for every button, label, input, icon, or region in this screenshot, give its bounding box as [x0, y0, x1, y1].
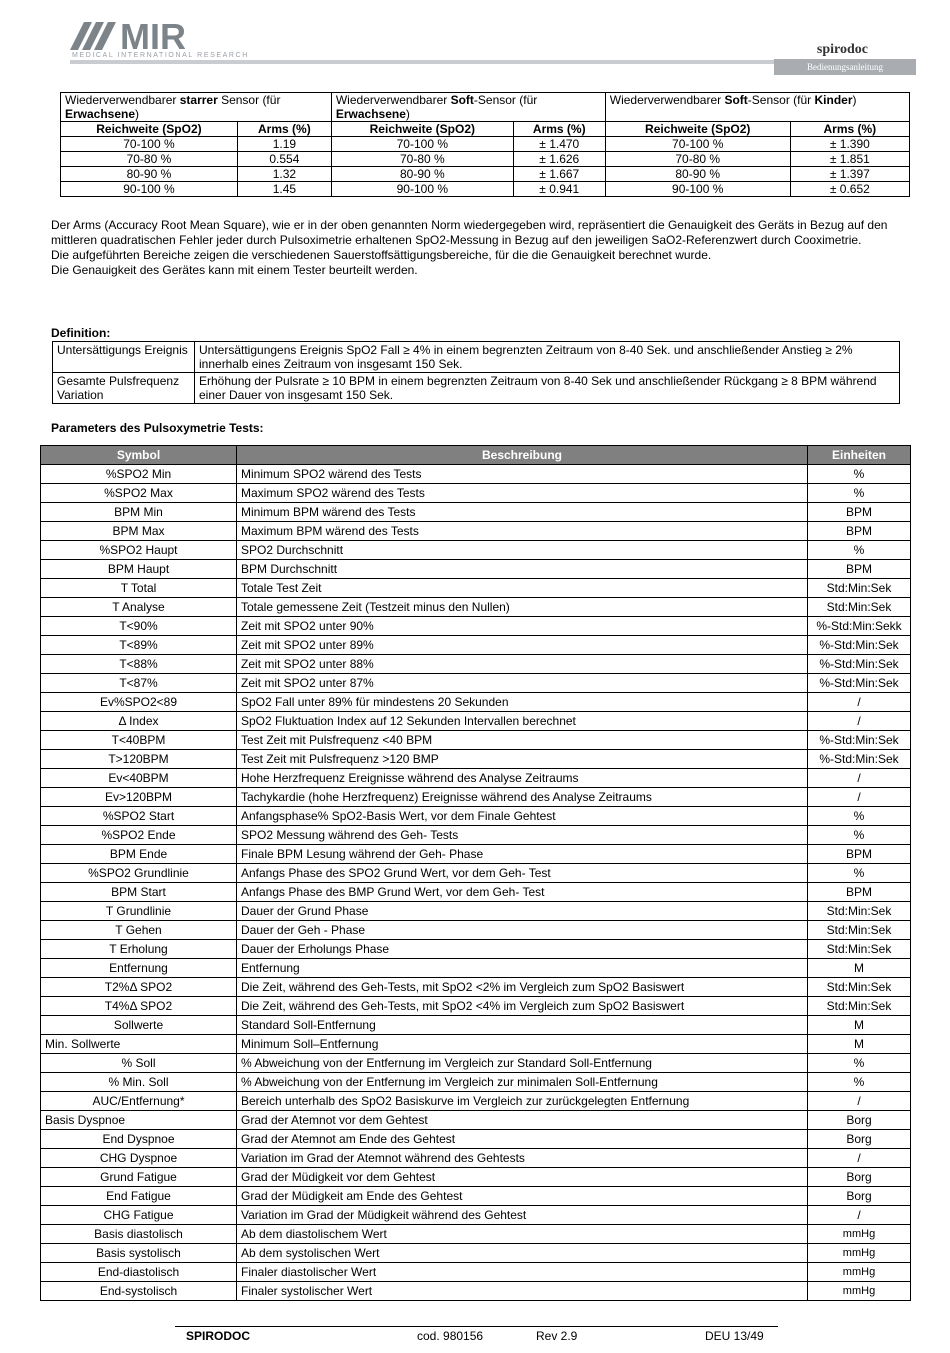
sensor-header-part: )	[135, 107, 140, 121]
table-row	[41, 940, 911, 959]
param-unit: Std:Min:Sek	[808, 921, 911, 940]
manual-label: Bedienungsanleitung	[774, 59, 916, 75]
table-row	[41, 1054, 911, 1073]
table-row	[41, 598, 911, 617]
param-unit: %-Std:Min:Sek	[808, 674, 911, 693]
param-symbol: T Grundlinie	[41, 902, 237, 921]
param-description: Totale gemessene Zeit (Testzeit minus den Nullen)	[237, 598, 808, 617]
table-row	[41, 959, 911, 978]
param-description: Minimum BPM wärend des Tests	[237, 503, 808, 522]
paragraph-tester: Die Genauigkeit des Gerätes kann mit einem Tester beurteilt werden.	[51, 263, 418, 277]
sensor-header-part: starrer	[179, 93, 218, 107]
sensor-header-part: Wiederverwendbarer	[65, 93, 180, 107]
param-description: Maximum BPM wärend des Tests	[237, 522, 808, 541]
table-row	[41, 902, 911, 921]
param-symbol: %SPO2 Start	[41, 807, 237, 826]
param-unit: %-Std:Min:Sek	[808, 731, 911, 750]
table-cell: 70-80 %	[61, 152, 238, 167]
param-description: SPO2 Durchschnitt	[237, 541, 808, 560]
param-unit: %	[808, 484, 911, 503]
sensor-header	[61, 93, 332, 122]
table-cell: 1.19	[237, 137, 331, 152]
table-row	[41, 1035, 911, 1054]
param-unit: /	[808, 712, 911, 731]
col-range: Reichweite (SpO2)	[605, 122, 790, 137]
footer-divider	[175, 1326, 778, 1327]
param-description: SpO2 Fluktuation Index auf 12 Sekunden Intervallen berechnet	[237, 712, 808, 731]
param-symbol: T2%Δ SPO2	[41, 978, 237, 997]
param-symbol: BPM Haupt	[41, 560, 237, 579]
col-range: Reichweite (SpO2)	[331, 122, 513, 137]
param-symbol: BPM Ende	[41, 845, 237, 864]
param-unit: Borg	[808, 1111, 911, 1130]
param-unit: /	[808, 1149, 911, 1168]
param-symbol: Entfernung	[41, 959, 237, 978]
param-unit: Std:Min:Sek	[808, 940, 911, 959]
table-cell: 90-100 %	[61, 182, 238, 197]
param-description: Test Zeit mit Pulsfrequenz >120 BMP	[237, 750, 808, 769]
param-unit: %-Std:Min:Sekk	[808, 617, 911, 636]
table-row	[41, 978, 911, 997]
sensor-header-part: Kinder	[814, 93, 853, 107]
table-row	[41, 1187, 911, 1206]
param-symbol: Ev%SPO2<89	[41, 693, 237, 712]
footer-revision: Rev 2.9	[536, 1329, 578, 1343]
param-unit: BPM	[808, 522, 911, 541]
param-symbol: %SPO2 Haupt	[41, 541, 237, 560]
table-row	[41, 674, 911, 693]
table-row	[41, 712, 911, 731]
param-description: Grad der Müdigkeit am Ende des Gehtest	[237, 1187, 808, 1206]
table-row	[41, 1016, 911, 1035]
param-description: % Abweichung von der Entfernung im Vergleich zur minimalen Soll-Entfernung	[237, 1073, 808, 1092]
col-description: Beschreibung	[237, 446, 808, 465]
param-symbol: End-systolisch	[41, 1282, 237, 1301]
param-symbol: %SPO2 Grundlinie	[41, 864, 237, 883]
param-symbol: BPM Max	[41, 522, 237, 541]
param-description: Variation im Grad der Atemnot während des Gehtests	[237, 1149, 808, 1168]
table-row	[41, 997, 911, 1016]
param-description: Dauer der Erholungs Phase	[237, 940, 808, 959]
param-symbol: T<90%	[41, 617, 237, 636]
param-description: Test Zeit mit Pulsfrequenz <40 BPM	[237, 731, 808, 750]
param-unit: Borg	[808, 1187, 911, 1206]
param-description: Zeit mit SPO2 unter 88%	[237, 655, 808, 674]
sensor-header-part: )	[852, 93, 857, 107]
table-row	[41, 579, 911, 598]
param-symbol: Basis diastolisch	[41, 1225, 237, 1244]
table-cell: 1.45	[237, 182, 331, 197]
table-row	[41, 484, 911, 503]
col-symbol: Symbol	[41, 446, 237, 465]
param-unit: %-Std:Min:Sek	[808, 750, 911, 769]
param-unit: Borg	[808, 1130, 911, 1149]
param-symbol: Basis systolisch	[41, 1244, 237, 1263]
param-description: Ab dem systolischen Wert	[237, 1244, 808, 1263]
definition-text: Untersättigungens Ereignis SpO2 Fall ≥ 4% in einem begrenzten Zeitraum von 8-40 Sek. und anschließender Anstieg ≥ 2% innerhalb eines Zeitraum von insgesamt 150 Sek.	[195, 342, 900, 373]
param-description: Entfernung	[237, 959, 808, 978]
param-description: Anfangs Phase des BMP Grund Wert, vor dem Geh- Test	[237, 883, 808, 902]
param-description: Zeit mit SPO2 unter 90%	[237, 617, 808, 636]
param-description: SPO2 Messung während des Geh- Tests	[237, 826, 808, 845]
param-unit: Std:Min:Sek	[808, 978, 911, 997]
table-row	[41, 693, 911, 712]
param-description: Hohe Herzfrequenz Ereignisse während des Analyse Zeitraums	[237, 769, 808, 788]
param-symbol: BPM Min	[41, 503, 237, 522]
param-unit: mmHg	[808, 1282, 911, 1301]
param-unit: BPM	[808, 560, 911, 579]
definition-title: Definition:	[51, 326, 111, 340]
sensor-header-part: Wiederverwendbarer	[335, 93, 451, 107]
table-row	[41, 1073, 911, 1092]
param-symbol: Min. Sollwerte	[41, 1035, 237, 1054]
page-header	[0, 0, 950, 80]
param-unit: %	[808, 826, 911, 845]
param-symbol: % Soll	[41, 1054, 237, 1073]
table-row	[41, 541, 911, 560]
table-row	[41, 1282, 911, 1301]
param-unit: Std:Min:Sek	[808, 579, 911, 598]
param-unit: M	[808, 959, 911, 978]
param-symbol: T4%Δ SPO2	[41, 997, 237, 1016]
param-unit: %-Std:Min:Sek	[808, 655, 911, 674]
table-row	[41, 1149, 911, 1168]
table-cell: 1.32	[237, 167, 331, 182]
sensor-header-part: Soft	[450, 93, 474, 107]
table-cell: 90-100 %	[331, 182, 513, 197]
param-unit: BPM	[808, 845, 911, 864]
param-description: BPM Durchschnitt	[237, 560, 808, 579]
param-unit: /	[808, 1206, 911, 1225]
param-unit: /	[808, 769, 911, 788]
paragraph-arms: Der Arms (Accuracy Root Mean Square), wie er in der oben genannten Norm wiedergegeben wird, repräsentiert die Genauigkeit des Geräts in Bezug auf den mittleren quadratischen Fehler jeder durch Pulsoximetrie erhaltenen SpO2-Messung in Bezug auf den jeweiligen SaO2-Referenzwert durch Cooximetrie.	[51, 218, 888, 247]
param-symbol: Grund Fatigue	[41, 1168, 237, 1187]
table-row	[61, 152, 910, 167]
param-description: Variation im Grad der Müdigkeit während des Gehtest	[237, 1206, 808, 1225]
param-unit: %	[808, 541, 911, 560]
param-unit: Borg	[808, 1168, 911, 1187]
table-row	[41, 769, 911, 788]
table-row	[41, 522, 911, 541]
table-cell: 70-80 %	[605, 152, 790, 167]
param-symbol: BPM Start	[41, 883, 237, 902]
table-row	[41, 1263, 911, 1282]
param-symbol: T<88%	[41, 655, 237, 674]
table-cell: 90-100 %	[605, 182, 790, 197]
table-row	[41, 655, 911, 674]
param-description: Tachykardie (hohe Herzfrequenz) Ereignisse während des Analyse Zeitraums	[237, 788, 808, 807]
param-symbol: T<40BPM	[41, 731, 237, 750]
paragraph-ranges: Die aufgeführten Bereiche zeigen die verschiedenen Sauerstoffsättigungsbereiche, für die die Genauigkeit berechnet wurde.	[51, 248, 712, 262]
table-row	[41, 807, 911, 826]
param-unit: M	[808, 1035, 911, 1054]
table-row	[41, 864, 911, 883]
param-unit: %	[808, 807, 911, 826]
param-unit: %-Std:Min:Sek	[808, 636, 911, 655]
table-row	[41, 1225, 911, 1244]
param-description: Die Zeit, während des Geh-Tests, mit SpO2 <2% im Vergleich zum SpO2 Basiswert	[237, 978, 808, 997]
param-symbol: T<89%	[41, 636, 237, 655]
param-description: Standard Soll-Entfernung	[237, 1016, 808, 1035]
table-row	[41, 1244, 911, 1263]
param-unit: %	[808, 1054, 911, 1073]
table-cell: 70-100 %	[605, 137, 790, 152]
param-description: Minimum SPO2 wärend des Tests	[237, 465, 808, 484]
table-cell: ± 1.851	[790, 152, 909, 167]
param-description: Minimum Soll–Entfernung	[237, 1035, 808, 1054]
logo-text: MIR	[120, 16, 186, 57]
table-cell: 80-90 %	[331, 167, 513, 182]
table-row	[41, 1168, 911, 1187]
table-cell: ± 0.941	[513, 182, 605, 197]
param-description: Die Zeit, während des Geh-Tests, mit SpO2 <4% im Vergleich zum SpO2 Basiswert	[237, 997, 808, 1016]
table-row	[41, 826, 911, 845]
param-description: Dauer der Grund Phase	[237, 902, 808, 921]
table-row	[41, 503, 911, 522]
table-row	[41, 1130, 911, 1149]
table-cell: ± 1.667	[513, 167, 605, 182]
sensor-header-part: Erwachsene	[65, 107, 136, 121]
table-cell: ± 0.652	[790, 182, 909, 197]
param-symbol: Ev<40BPM	[41, 769, 237, 788]
param-symbol: %SPO2 Ende	[41, 826, 237, 845]
table-row	[61, 137, 910, 152]
param-description: Dauer der Geh - Phase	[237, 921, 808, 940]
param-description: Anfangs Phase des SPO2 Grund Wert, vor dem Geh- Test	[237, 864, 808, 883]
table-row	[41, 921, 911, 940]
sensor-header	[605, 93, 909, 122]
param-symbol: Ev>120BPM	[41, 788, 237, 807]
param-symbol: Δ Index	[41, 712, 237, 731]
table-cell: ± 1.397	[790, 167, 909, 182]
table-row	[41, 845, 911, 864]
param-symbol: T Total	[41, 579, 237, 598]
product-name: spirodoc	[816, 42, 868, 57]
param-symbol: % Min. Soll	[41, 1073, 237, 1092]
table-row	[41, 731, 911, 750]
param-description: Bereich unterhalb des SpO2 Basiskurve im Vergleich zur zurückgelegten Entfernung	[237, 1092, 808, 1111]
parameters-title: Parameters des Pulsoxymetrie Tests:	[51, 421, 264, 435]
table-row	[41, 636, 911, 655]
col-range: Reichweite (SpO2)	[61, 122, 238, 137]
param-symbol: T>120BPM	[41, 750, 237, 769]
param-symbol: T Erholung	[41, 940, 237, 959]
table-row	[41, 1206, 911, 1225]
footer-code: cod. 980156	[417, 1329, 484, 1343]
param-description: Zeit mit SPO2 unter 89%	[237, 636, 808, 655]
accuracy-table	[60, 92, 910, 197]
table-row	[41, 1111, 911, 1130]
col-arms: Arms (%)	[513, 122, 605, 137]
param-symbol: AUC/Entfernung*	[41, 1092, 237, 1111]
param-unit: Std:Min:Sek	[808, 997, 911, 1016]
param-symbol: %SPO2 Max	[41, 484, 237, 503]
param-unit: Std:Min:Sek	[808, 598, 911, 617]
param-description: Grad der Müdigkeit vor dem Gehtest	[237, 1168, 808, 1187]
description-text	[51, 218, 911, 278]
table-cell: 70-100 %	[61, 137, 238, 152]
table-cell: ± 1.390	[790, 137, 909, 152]
param-description: % Abweichung von der Entfernung im Vergleich zur Standard Soll-Entfernung	[237, 1054, 808, 1073]
param-symbol: Basis Dyspnoe	[41, 1111, 237, 1130]
sensor-header	[331, 93, 605, 122]
definition-term: Untersättigungs Ereignis	[53, 342, 195, 373]
param-symbol: Sollwerte	[41, 1016, 237, 1035]
definition-text: Erhöhung der Pulsrate ≥ 10 BPM in einem begrenzten Zeitraum von 8-40 Sek und anschließender Rückgang ≥ 8 BPM während einer Dauer von insgesamt 150 Sek.	[195, 373, 900, 404]
param-symbol: T<87%	[41, 674, 237, 693]
param-description: Finale BPM Lesung während der Geh- Phase	[237, 845, 808, 864]
param-symbol: End-diastolisch	[41, 1263, 237, 1282]
sensor-header-part: Wiederverwendbarer	[609, 93, 725, 107]
param-symbol: T Analyse	[41, 598, 237, 617]
sensor-header-part: )	[405, 107, 410, 121]
param-description: Zeit mit SPO2 unter 87%	[237, 674, 808, 693]
definition-row	[53, 373, 900, 404]
logo-subtitle: MEDICAL INTERNATIONAL RESEARCH	[72, 52, 249, 59]
param-description: Ab dem diastolischem Wert	[237, 1225, 808, 1244]
table-cell: 70-100 %	[331, 137, 513, 152]
table-cell: 80-90 %	[605, 167, 790, 182]
table-row	[41, 883, 911, 902]
sensor-header-part: Soft	[724, 93, 748, 107]
param-symbol: End Fatigue	[41, 1187, 237, 1206]
param-unit: %	[808, 1073, 911, 1092]
param-unit: /	[808, 693, 911, 712]
table-row	[41, 617, 911, 636]
param-description: Totale Test Zeit	[237, 579, 808, 598]
table-cell: ± 1.470	[513, 137, 605, 152]
sensor-header-part: -Sensor (für	[473, 93, 538, 107]
table-row	[41, 750, 911, 769]
param-unit: Std:Min:Sek	[808, 902, 911, 921]
parameters-table	[40, 445, 911, 1301]
param-description: Anfangsphase% SpO2-Basis Wert, vor dem Finale Gehtest	[237, 807, 808, 826]
param-unit: mmHg	[808, 1225, 911, 1244]
table-row	[41, 1092, 911, 1111]
param-description: Grad der Atemnot vor dem Gehtest	[237, 1111, 808, 1130]
param-unit: /	[808, 788, 911, 807]
table-cell: 0.554	[237, 152, 331, 167]
footer-page: DEU 13/49	[705, 1329, 764, 1343]
definition-row	[53, 342, 900, 373]
param-symbol: T Gehen	[41, 921, 237, 940]
definition-table	[52, 341, 900, 404]
param-unit: M	[808, 1016, 911, 1035]
param-unit: BPM	[808, 503, 911, 522]
sensor-header-part: -Sensor (für	[747, 93, 815, 107]
param-unit: %	[808, 465, 911, 484]
table-cell: ± 1.626	[513, 152, 605, 167]
param-symbol: %SPO2 Min	[41, 465, 237, 484]
param-symbol: CHG Fatigue	[41, 1206, 237, 1225]
param-description: Finaler diastolischer Wert	[237, 1263, 808, 1282]
table-cell: 80-90 %	[61, 167, 238, 182]
param-unit: /	[808, 1092, 911, 1111]
table-cell: 70-80 %	[331, 152, 513, 167]
param-unit: %	[808, 864, 911, 883]
footer-product: SPIRODOC	[186, 1329, 251, 1343]
param-symbol: End Dyspnoe	[41, 1130, 237, 1149]
param-description: Grad der Atemnot am Ende des Gehtest	[237, 1130, 808, 1149]
table-row	[61, 182, 910, 197]
param-unit: mmHg	[808, 1263, 911, 1282]
param-description: SpO2 Fall unter 89% für mindestens 20 Sekunden	[237, 693, 808, 712]
table-row	[61, 167, 910, 182]
table-row	[41, 560, 911, 579]
param-description: Maximum SPO2 wärend des Tests	[237, 484, 808, 503]
param-symbol: CHG Dyspnoe	[41, 1149, 237, 1168]
col-units: Einheiten	[808, 446, 911, 465]
sensor-header-part: Erwachsene	[335, 107, 406, 121]
table-row	[41, 465, 911, 484]
param-unit: mmHg	[808, 1244, 911, 1263]
table-row	[41, 788, 911, 807]
definition-term: Gesamte Pulsfrequenz Variation	[53, 373, 195, 404]
param-description: Finaler systolischer Wert	[237, 1282, 808, 1301]
sensor-header-part: Sensor (für	[217, 93, 281, 107]
param-unit: BPM	[808, 883, 911, 902]
col-arms: Arms (%)	[790, 122, 909, 137]
col-arms: Arms (%)	[237, 122, 331, 137]
